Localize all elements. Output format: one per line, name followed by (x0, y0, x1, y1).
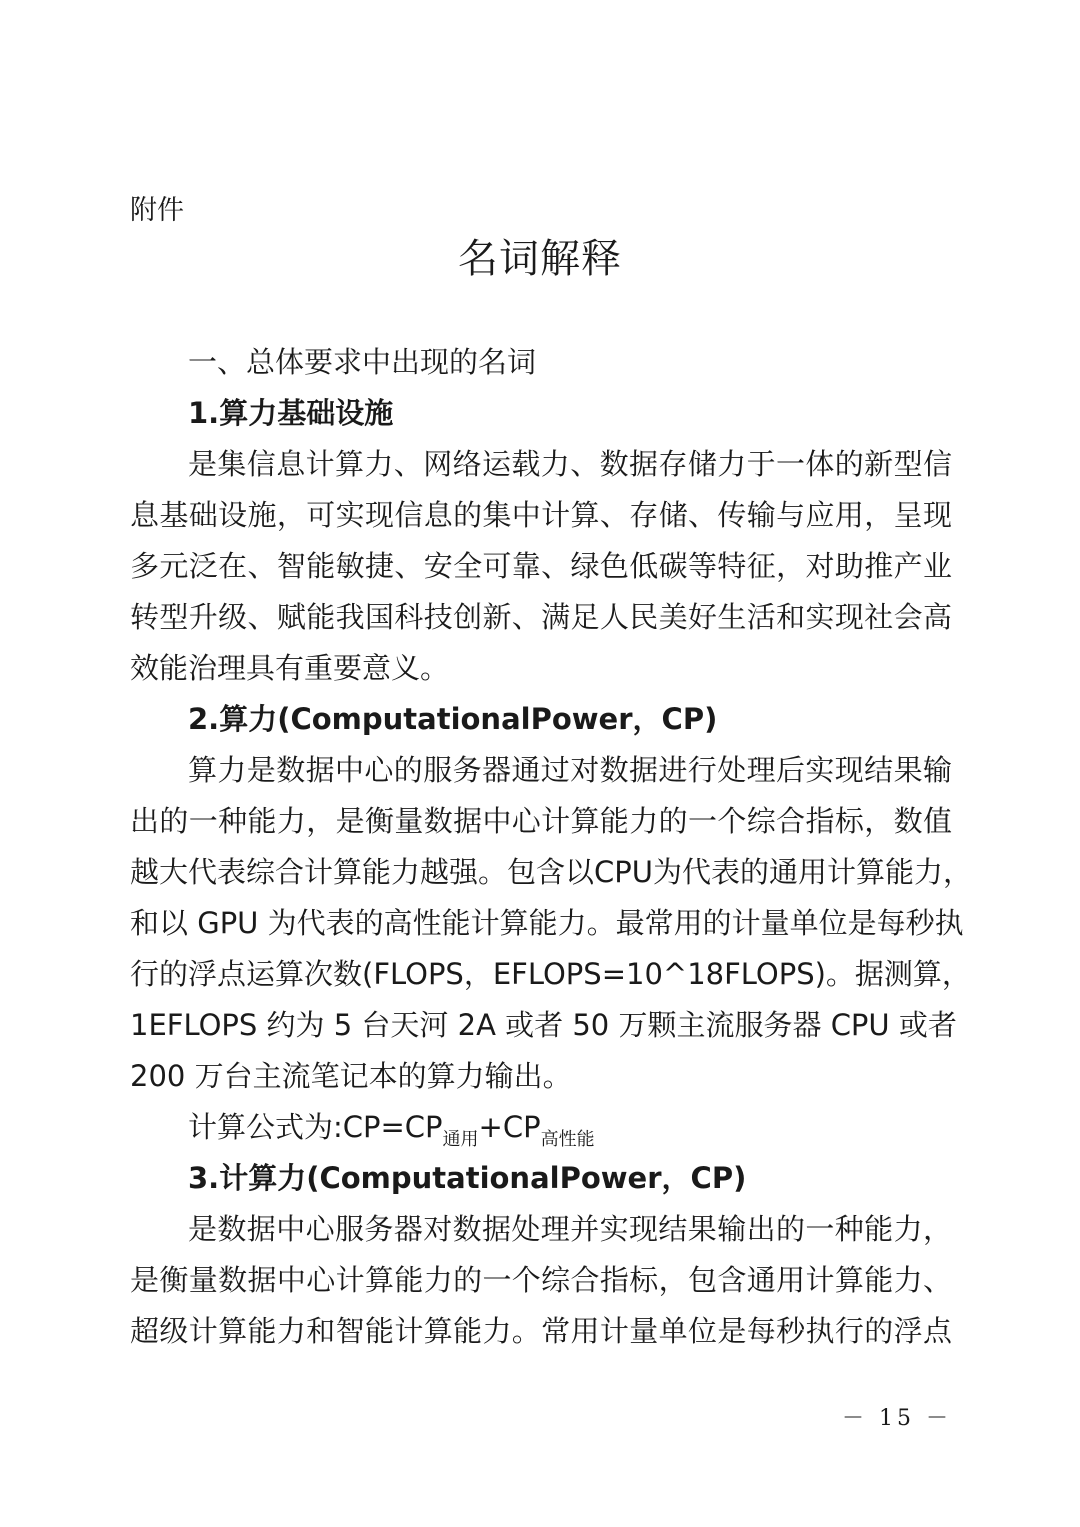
term-2-line: 和以 GPU 为代表的高性能计算能力。最常用的计量单位是每秒执 (130, 906, 964, 940)
term-2-line: 算力是数据中心的服务器通过对数据进行处理后实现结果输 (188, 753, 952, 787)
term-2-line: 1EFLOPS 约为 5 台天河 2A 或者 50 万颗主流服务器 CPU 或者 (130, 1008, 957, 1042)
page-title: 名词解释 (458, 236, 622, 282)
formula-subscript-hpc: 高性能 (540, 1129, 595, 1150)
term-1-heading: 1.算力基础设施 (188, 396, 394, 430)
term-1-line: 转型升级、赋能我国科技创新、满足人民美好生活和实现社会高 (130, 600, 952, 634)
term-3-line: 超级计算能力和智能计算能力。常用计量单位是每秒执行的浮点 (130, 1314, 952, 1348)
formula-plus: +CP (478, 1110, 541, 1144)
page-number: － 15 － (842, 1406, 952, 1431)
term-2-line: 行的浮点运算次数(FLOPS，EFLOPS=10^18FLOPS)。据测算， (130, 957, 971, 991)
term-1-line: 多元泛在、智能敏捷、安全可靠、绿色低碳等特征，对助推产业 (130, 549, 952, 583)
term-1-line: 是集信息计算力、网络运载力、数据存储力于一体的新型信 (188, 447, 952, 481)
term-3-line: 是数据中心服务器对数据处理并实现结果输出的一种能力， (188, 1212, 952, 1246)
term-2-heading: 2.算力(ComputationalPower，CP) (188, 702, 718, 736)
attachment-label: 附件 (130, 195, 184, 226)
term-3-heading: 3.计算力(ComputationalPower，CP) (188, 1161, 747, 1195)
term-2-line: 越大代表综合计算能力越强。包含以CPU为代表的通用计算能力， (130, 855, 972, 889)
formula-line (130, 1102, 952, 1153)
term-2-line: 出的一种能力，是衡量数据中心计算能力的一个综合指标，数值 (130, 804, 952, 838)
document-body (130, 337, 972, 1357)
term-2-line: 200 万台主流笔记本的算力输出。 (130, 1059, 572, 1093)
term-3-line: 是衡量数据中心计算能力的一个综合指标，包含通用计算能力、 (130, 1263, 952, 1297)
term-1-line: 息基础设施，可实现信息的集中计算、存储、传输与应用，呈现 (130, 498, 952, 532)
section-heading: 一、总体要求中出现的名词 (188, 345, 537, 379)
formula-subscript-general: 通用 (442, 1129, 479, 1150)
term-1-line: 效能治理具有重要意义。 (130, 651, 450, 685)
formula-prefix: 计算公式为:CP=CP (188, 1110, 443, 1144)
